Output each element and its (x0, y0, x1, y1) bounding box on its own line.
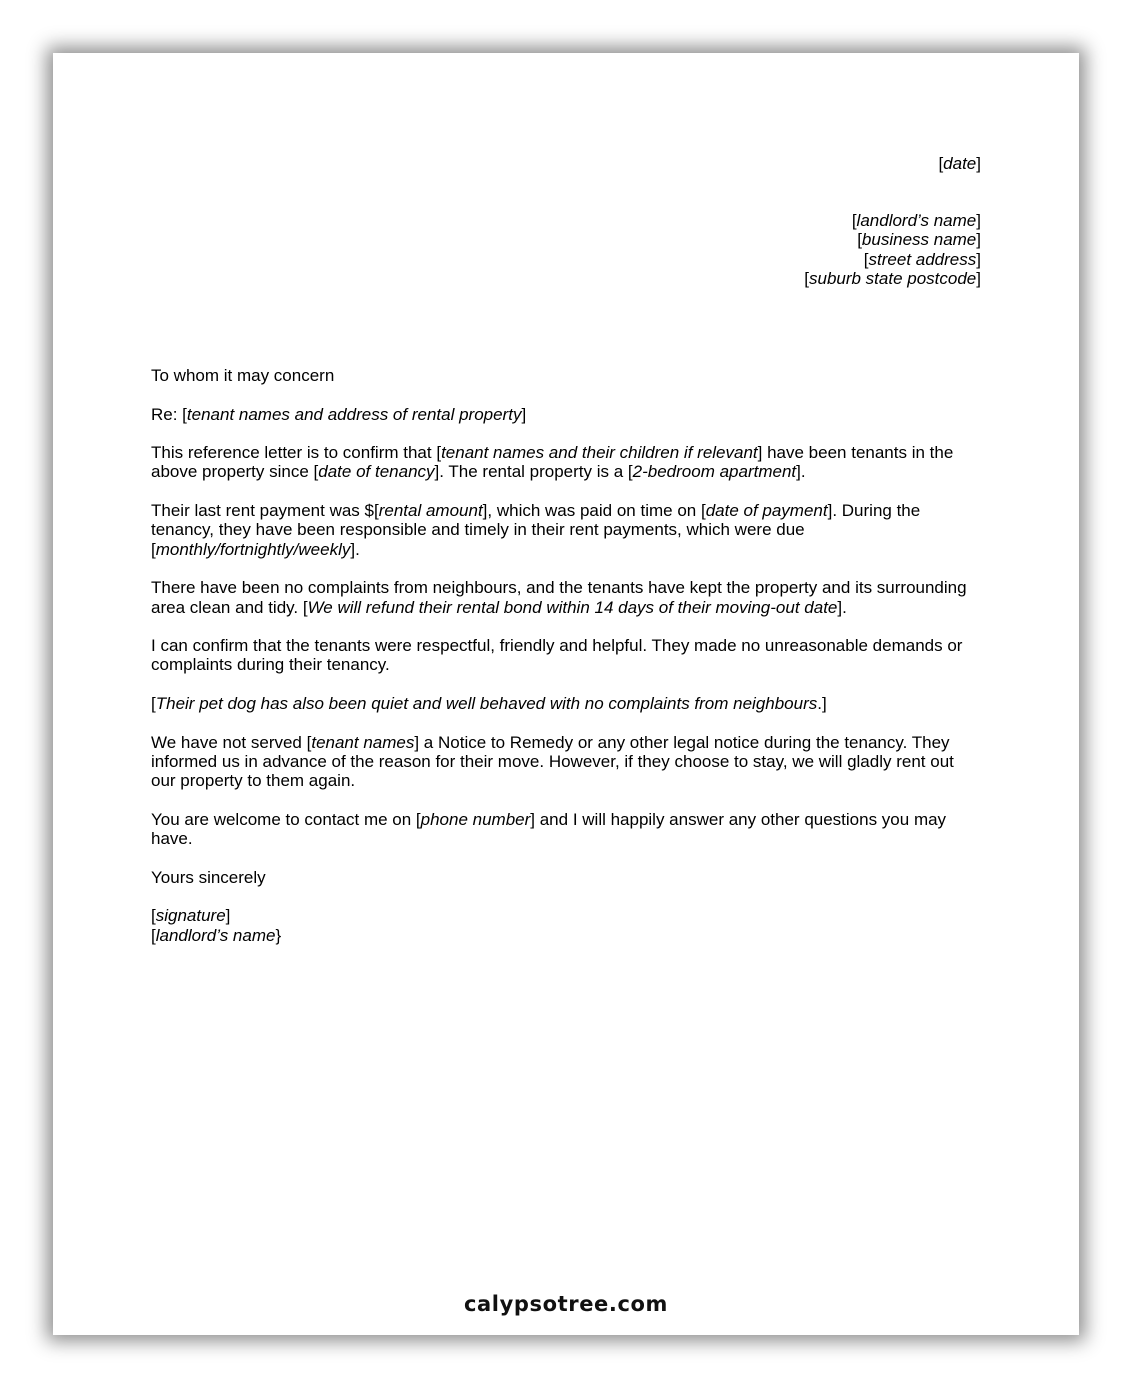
re-line: Re: [tenant names and address of rental property] (151, 404, 527, 424)
date-field: date (943, 154, 977, 173)
date-line: [date] (938, 154, 981, 173)
address-line: [landlord’s name] (851, 211, 981, 230)
paragraph-7: You are welcome to contact me on [phone number] and I will happily answer any other questions you may have. (151, 809, 947, 849)
recipient-address (151, 211, 981, 288)
signature-block (151, 906, 981, 945)
paragraph-1: This reference letter is to confirm that [tenant names and their children if relevant] have been tenants in the above property since [date of tenancy]. The rental property is a [2-bedroom apartment]. (151, 443, 954, 482)
closing: Yours sincerely (151, 867, 266, 887)
site-watermark: calypsotree.com (463, 1292, 669, 1316)
greeting: To whom it may concern (151, 366, 335, 385)
paragraph-5: [Their pet dog has also been quiet and well behaved with no complaints from neighbours.] (151, 694, 827, 714)
letter-content (151, 366, 981, 945)
address-line: [suburb state postcode] (804, 268, 981, 288)
document-page (53, 53, 1079, 1335)
paragraph-3: There have been no complaints from neighbours, and the tenants have kept the property and its surrounding area clean and tidy. [We will refund their rental bond within 14 days of their moving-out date]. (151, 578, 967, 617)
paragraph-2: Their last rent payment was $[rental amount], which was paid on time on [date of payment]. During the tenancy, they have been responsible and timely in their rent payments, which were due [monthly/fortnightly/weekly]. (151, 501, 921, 559)
paragraph-6: We have not served [tenant names] a Notice to Remedy or any other legal notice during the tenancy. They informed us in advance of the reason for their move. However, if they choose to stay, we will gladly rent out our property to them again. (151, 732, 954, 791)
signature-line: [signature] (151, 906, 231, 926)
address-line: [street address] (863, 249, 981, 269)
address-line: [business name] (857, 230, 981, 250)
paragraph-4: I can confirm that the tenants were respectful, friendly and helpful. They made no unreasonable demands or complaints during their tenancy. (151, 636, 963, 675)
signer-name: [landlord’s name} (151, 925, 282, 945)
